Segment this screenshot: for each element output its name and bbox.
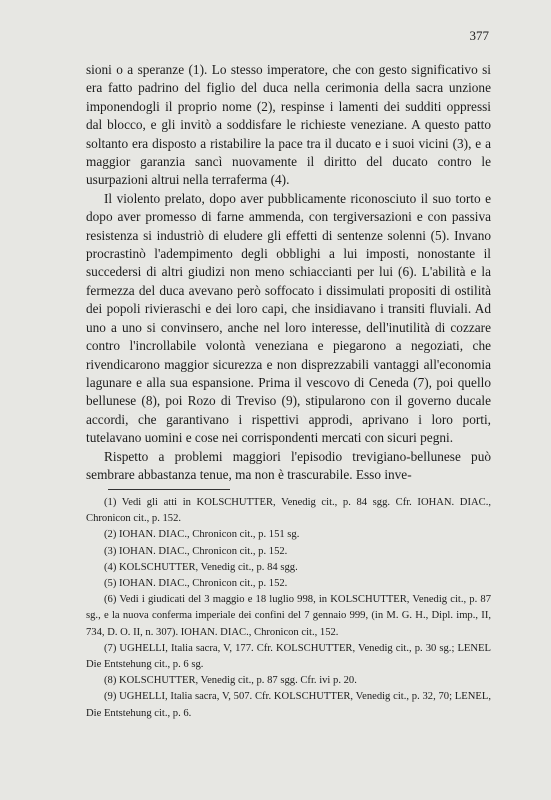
footnote-divider <box>108 489 230 490</box>
main-text <box>86 61 491 484</box>
footnote: (4) KOLSCHUTTER, Venedig cit., p. 84 sgg. <box>104 561 298 573</box>
footnote: (8) KOLSCHUTTER, Venedig cit., p. 87 sgg. Cfr. ivi p. 20. <box>104 675 357 687</box>
footnote: (6) Vedi i giudicati del 3 maggio e 18 luglio 998, in KOLSCHUTTER, Venedig cit., p. 87 sg., e la nuova conferma imperiale dei confini del 7 gennaio 999, (in M. G. H., Dipl. imp., II, 734, D. O. II, n. 307). IOHAN. DIAC., Chronicon cit., 152. <box>86 594 491 638</box>
paragraph: Il violento prelato, dopo aver pubblicamente riconosciuto il suo torto e dopo aver promesso di farne ammenda, con tergiversazioni e con passiva resistenza si industriò di eludere gli effetti di sentenze solenni (5). Invano procrastinò l'adempimento degli obblighi a lui imposti, nonostante il succedersi di altri giudizi non meno schiaccianti per lui (6). L'abilità e la fermezza del duca avevano però soffocato i dissimulati propositi di ostilità dei popoli rivieraschi e dei loro capi, che insidiavano i transiti fluviali. Ad uno a uno si convinsero, anche nel loro interesse, dell'inutilità di cozzare contro l'incrollabile volontà veneziana e piegarono a negoziati, che rivendicarono maggior sicurezza e non disprezzabili vantaggi all'economia lagunare e alla sua espansione. Prima il vescovo di Ceneda (7), poi quello bellunese (8), poi Rozo di Treviso (9), stipularono con il governo ducale accordi, che garantivano i rispettivi approdi, aprivano i loro porti, tutelavano uomini e cose nei corrispondenti mercati con sicuri pegni. <box>86 190 491 446</box>
footnote: (2) IOHAN. DIAC., Chronicon cit., p. 151 sg. <box>104 529 300 541</box>
footnotes <box>86 495 491 722</box>
footnote: (1) Vedi gli atti in KOLSCHUTTER, Venedig cit., p. 84 sgg. Cfr. IOHAN. DIAC., Chronicon cit., p. 152. <box>86 497 491 525</box>
paragraph: Rispetto a problemi maggiori l'episodio trevigiano-bellunese può sembrare abbastanza tenue, ma non è trascurabile. Esso inve- <box>86 448 491 482</box>
footnote: (5) IOHAN. DIAC., Chronicon cit., p. 152. <box>104 578 288 590</box>
paragraph: sioni o a speranze (1). Lo stesso imperatore, che con gesto significativo si era fatto padrino del figlio del duca nella cerimonia della sacra unzione imponendogli il proprio nome (2), respinse i lamenti dei sudditi oppressi dal blocco, e gli invitò a soddisfare le richieste veneziane. A questo patto soltanto era disposto a ristabilire la pace tra il ducato e i suoi vicini (3), e a maggior garanzia sancì nuovamente il diritto del ducato contro le usurpazioni altrui nella terraferma (4). <box>86 62 491 188</box>
page-number: 377 <box>469 28 489 43</box>
footnote: (9) UGHELLI, Italia sacra, V, 507. Cfr. KOLSCHUTTER, Venedig cit., p. 32, 70; LENEL, Die Entstehung cit., p. 6. <box>86 691 491 719</box>
footnote: (7) UGHELLI, Italia sacra, V, 177. Cfr. KOLSCHUTTER, Venedig cit., p. 30 sg.; LENEL Die Entstehung cit., p. 6 sg. <box>86 642 491 671</box>
footnote: (3) IOHAN. DIAC., Chronicon cit., p. 152. <box>104 545 288 557</box>
